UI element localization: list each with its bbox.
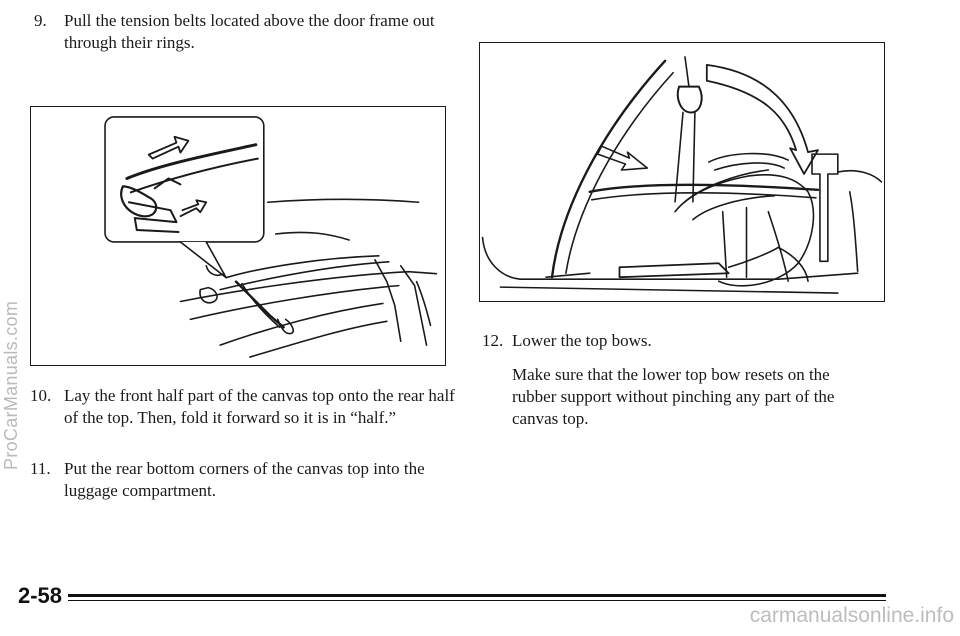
step-number: 11. <box>30 459 51 478</box>
step-9 <box>34 10 474 56</box>
side-watermark: ProCarManuals.com <box>1 300 21 470</box>
footer-rule-thin <box>68 600 886 601</box>
footer-rule <box>68 594 886 597</box>
step-11 <box>30 458 474 504</box>
step-number: 10. <box>30 386 52 405</box>
step-text: Put the rear bottom corners of the canvas top into the luggage compartment. <box>64 459 425 500</box>
step-text: Lower the top bows. <box>512 331 652 350</box>
step-12-note: Make sure that the lower top bow resets on the rubber support without pinching any part of the canvas top. <box>512 365 835 428</box>
step-number: 9. <box>34 11 47 30</box>
step-number: 12. <box>482 331 504 350</box>
tension-belt-drawing <box>31 107 445 365</box>
step-12 <box>482 330 922 354</box>
step-text: Lay the front half part of the canvas top onto the rear half of the top. Then, fold it forward so it is in “half.” <box>64 386 455 427</box>
step-10 <box>30 385 474 451</box>
top-bow-illustration <box>479 42 885 302</box>
tension-belt-illustration <box>30 106 446 366</box>
page-number: 2-58 <box>18 583 63 608</box>
step-text: Pull the tension belts located above the door frame out through their rings. <box>64 11 435 52</box>
bottom-watermark: carmanualsonline.info <box>749 604 954 627</box>
top-bow-drawing <box>480 43 884 301</box>
